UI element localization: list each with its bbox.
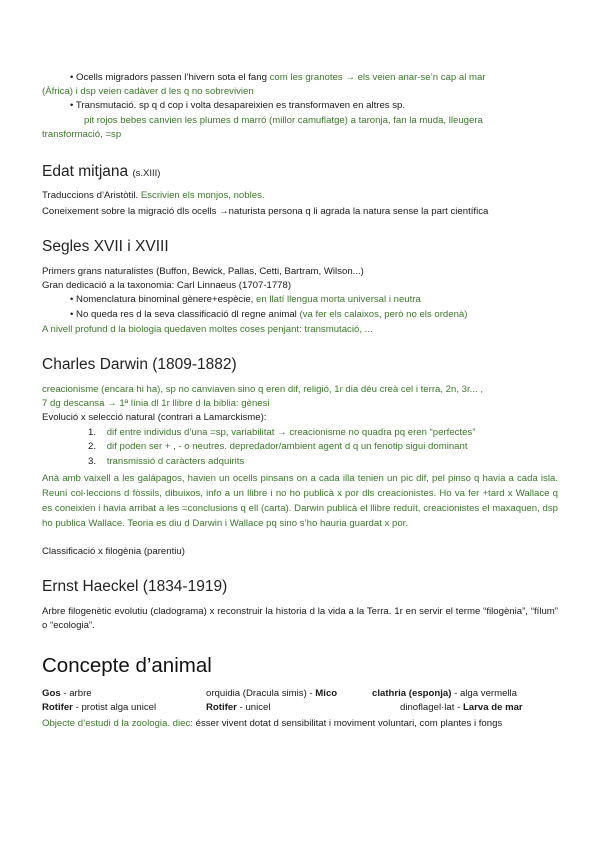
darwin-item-2 [88,441,468,453]
bullet-transmutacio-note-cont: transformació, =sp [42,129,122,140]
number: 1. [88,427,97,438]
heading-note: (s.XIII) [132,168,161,179]
bullet-transmutacio: • Transmutació. sp q d cop i volta desapareixien es transformaven en altres sp. [70,100,406,111]
concepte-cell-2-2 [206,702,271,714]
concepte-cell-1-3 [372,688,517,700]
text: dif poden ser + , - o neutres. depredador/ambient agent d q un fenotip sigui dominant [106,441,468,452]
def-text: ésser vivent dotat d sensibilitat i moviment voluntari, com plantes i fongs [192,718,503,729]
desc: - alga vermella [451,688,518,699]
concepte-definition [42,717,558,731]
segles-line-3: A nivell profund d la biologia quedaven moltes coses penjant: transmutació, ... [42,324,373,335]
bullet-text: • Ocells migradors passen l’hivern sota el fang [70,72,267,83]
term: Rotifer [206,702,237,713]
darwin-line-2: 7 dg descansa → 1ª línia dl 1r llibre d la biblia: gènesi [42,398,270,409]
number: 3. [88,456,97,467]
concepte-cell-1-2 [206,688,337,700]
heading-segles: Segles XVII i XVIII [42,238,169,255]
text: dif entre individus d’una =sp, variabilitat [106,427,275,438]
term: Larva de mar [462,702,523,713]
bullet-migradors-cont: (Àfrica) i dsp veien cadàver d les q no sobrevivien [42,86,254,97]
darwin-line-1: creacionisme (encara hi ha), sp no canviaven sino q eren dif, religió, 1r dia déu creà cel i terra, 2n, 3r... , [42,384,484,395]
heading-haeckel: Ernst Haeckel (1834-1919) [42,578,228,595]
darwin-item-1 [88,427,475,439]
edat-line-2: Coneixement sobre la migració dls ocells →naturista persona q li agrada la natura sense la part científica [42,206,489,217]
number: 2. [88,441,97,452]
heading-text: Edat mitjana [42,163,129,180]
bullet-note: com les granotes → els veien anar-se’n cap al mar [269,72,486,83]
segles-bullet-1 [70,294,421,306]
haeckel-paragraph: Arbre filogenètic evolutiu (cladograma) x reconstruir la historia d la vida a la Terra. 1r en servir el terme “filogènia”, “fílum” o “ecologia”. [42,606,558,631]
desc: - unicel [236,702,271,713]
bullet-transmutacio-note: pit rojos bebes canvien les plumes d marró (millor camuflatge) a taronja, fan la muda, lleugera [84,115,483,126]
term: Mico [315,688,338,699]
desc: orquidia (Dracula simis) - [206,688,316,699]
desc: - protist alga unicel [72,702,157,713]
term: Gos [42,688,61,699]
text: Traduccions d’Aristòtil. [42,190,139,201]
bullet-migradors [70,72,486,84]
desc: - arbre [60,688,92,699]
heading-edat-mitjana [42,163,160,183]
darwin-paragraph: Anà amb vaixell a les galápagos, havien un ocells pinsans on a cada illa tenien un pic dif, pel pinso q havia a cada isla. Reuní col·leccions d fòssils, dibuixos, info a un llibre i no ho publicà x por dls creacionistes. Ho va fer +tard x Wallace q es coneixien i havia arribat a les =conclusions q ell (carta). Darwin publicà el llibre reduït, creacionistes el maxaquen, dsp ho publica Wallace. Teoria es diu d Darwin i Wallace pq sino s’ho hauria guardat x por. [42,473,558,529]
segles-bullet-2 [70,309,467,321]
concepte-cell-2-1 [42,702,156,714]
segles-line-1: Primers grans naturalistes (Buffon, Bewick, Pallas, Cetti, Bartram, Wilson...) [42,266,364,277]
text: transmissió d caràcters adquirits [106,456,245,467]
text: • Nomenclatura binominal gènere+espècie, [70,294,254,305]
concepte-cell-1-1 [42,688,92,700]
heading-concepte: Concepte d’animal [42,654,212,677]
darwin-last-line: Classificació x filogènia (parentiu) [42,546,185,557]
heading-darwin: Charles Darwin (1809-1882) [42,356,237,373]
concepte-cell-2-3 [400,702,523,714]
term: Rotifer [42,702,73,713]
note: en llatí llengua morta universal i neutra [256,294,421,305]
edat-line-1 [42,190,265,202]
note: (va fer els calaixos, però no els ordenà) [299,309,468,320]
darwin-line-3: Evolució x selecció natural (contrari a Lamarckisme): [42,412,267,423]
darwin-item-3 [88,456,244,468]
segles-line-2: Gran dedicació a la taxonomia: Carl Linnaeus (1707-1778) [42,280,292,291]
text: • No queda res d la seva classificació dl regne animal [70,309,297,320]
def-label: Objecte d’estudi d la zoologia. diec: [42,718,193,729]
note: → creacionisme no quadra pq eren “perfectes” [277,427,476,438]
note: Escrivien els monjos, nobles. [140,190,265,201]
desc: dinoflagel·lat - [400,702,463,713]
term: clathria (esponja) [372,688,452,699]
